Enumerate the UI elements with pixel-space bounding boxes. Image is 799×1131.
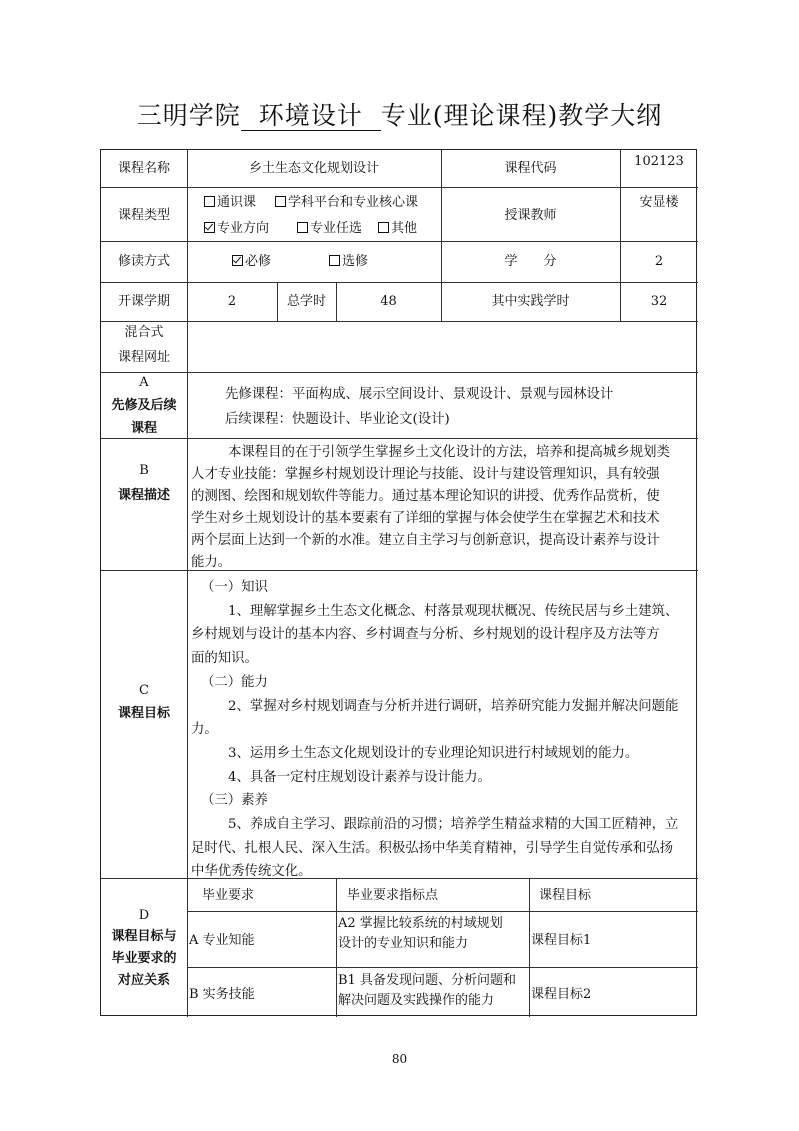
objective-line: 力。 (191, 722, 218, 738)
course-name-label: 课程名称 (117, 161, 170, 176)
section-c-label: 课程目标 (117, 706, 170, 721)
objective-heading: （一）知识 (201, 580, 268, 595)
checkbox-icon (204, 196, 215, 207)
description-line: 学生对乡土规划设计的基本要素有了详细的掌握与体会使学生在掌握艺术和技术 (191, 511, 660, 526)
section-b-letter: B (139, 463, 149, 478)
study-mode-elective: 选修 (329, 254, 368, 270)
description-line: 的测图、绘图和规划软件等能力。通过基本理论知识的讲授、优秀作品赏析，使 (191, 489, 660, 504)
practice-hours-label: 其中实践学时 (491, 294, 570, 309)
objective-heading: （二）能力 (201, 674, 268, 690)
course-objectives (191, 576, 696, 884)
objective-heading: （三）素养 (201, 793, 268, 809)
course-type-option-core: 学科平台和专业核心课 (275, 195, 418, 211)
total-hours: 48 (380, 294, 397, 309)
course-code-label: 课程代码 (504, 161, 557, 176)
checkbox-icon (275, 196, 286, 207)
objective-line: 面的知识。 (191, 651, 258, 667)
prereq-courses: 先修课程：平面构成、展示空间设计、景观设计、景观与园林设计 (225, 387, 614, 402)
teacher-label: 授课教师 (504, 208, 557, 223)
followup-courses: 后续课程：快题设计、毕业论文(设计) (225, 412, 450, 427)
checkbox-icon (329, 255, 340, 266)
study-mode-required: 必修 (232, 254, 271, 270)
total-hours-label: 总学时 (286, 294, 326, 309)
description-line: 人才专业技能：掌握乡村规划设计理论与技能、设计与建设管理知识，具有较强 (191, 467, 660, 482)
title-school: 三明学院 (136, 101, 241, 130)
section-d-label-3: 对应关系 (117, 973, 170, 988)
section-d-label-1: 课程目标与 (111, 929, 177, 944)
checkbox-icon (378, 222, 389, 233)
description-line: 两个层面上达到一个新的水准。建立自主学习与创新意识，提高设计素养与设计 (191, 533, 660, 548)
section-a-label-1: 先修及后续 (111, 398, 177, 413)
credit-label: 学 分 (504, 254, 557, 269)
objective-line: 足时代、扎根人民、深入生活。积极弘扬中华美育精神，引导学生自觉传承和弘扬 (191, 840, 674, 856)
indicator-a2-line1: A2 掌握比较系统的村域规划 (338, 916, 503, 931)
credit: 2 (654, 254, 664, 269)
study-mode-label: 修读方式 (117, 254, 170, 269)
course-type-option-direction: 专业方向 (204, 221, 269, 237)
objective-line: 3、运用乡土生态文化规划设计的专业理论知识进行村域规划的能力。 (228, 745, 639, 761)
course-description (191, 442, 696, 574)
title-suffix: 专业(理论课程)教学大纲 (380, 101, 663, 130)
section-d-label-2: 毕业要求的 (111, 951, 177, 966)
checkbox-icon (297, 222, 308, 233)
indicator-b1-line1: B1 具备发现问题、分析问题和 (338, 973, 516, 988)
header-graduation-requirement: 毕业要求 (202, 888, 255, 903)
requirement-b: B 实务技能 (189, 987, 255, 1002)
course-type-option-elective: 专业任选 (297, 221, 362, 237)
hybrid-label-2: 课程网址 (117, 350, 170, 365)
title-major: 环境设计 (241, 102, 381, 131)
objective-line: 中华优秀传统文化。 (191, 864, 312, 880)
objective-line: 1、理解掌握乡土生态文化概念、村落景观现状概况、传统民居与乡土建筑、 (228, 603, 679, 619)
semester: 2 (227, 294, 237, 309)
goal-a: 课程目标1 (531, 933, 592, 948)
objective-line: 5、养成自主学习、跟踪前沿的习惯；培养学生精益求精的大国工匠精神，立 (228, 817, 679, 833)
goal-b: 课程目标2 (531, 987, 592, 1002)
objective-line: 4、具备一定村庄规划设计素养与设计能力。 (228, 769, 491, 785)
checked-checkbox-icon (232, 255, 243, 266)
document-title (0, 96, 799, 132)
teacher: 安显楼 (639, 195, 679, 210)
hybrid-label-1: 混合式 (124, 325, 164, 340)
syllabus-table (100, 149, 697, 1016)
practice-hours: 32 (650, 294, 668, 309)
page-number: 80 (391, 1052, 408, 1066)
indicator-b1-line2: 解决问题及实践操作的能力 (338, 993, 495, 1008)
description-line: 本课程目的在于引领学生掌握乡土文化设计的方法，培养和提高城乡规划类 (228, 445, 670, 460)
course-type-label: 课程类型 (117, 208, 170, 223)
indicator-a2-line2: 设计的专业知识和能力 (338, 936, 469, 951)
description-line: 能力。 (191, 555, 232, 570)
section-c-letter: C (139, 683, 149, 698)
course-type-option-other: 其他 (378, 221, 417, 237)
objective-line: 2、掌握对乡村规划调查与分析并进行调研，培养研究能力发掘并解决问题能 (228, 698, 679, 714)
course-name: 乡土生态文化规划设计 (248, 161, 379, 176)
course-type-option-general: 通识课 (204, 195, 256, 211)
section-a-label-2: 课程 (130, 421, 157, 436)
semester-label: 开课学期 (117, 294, 170, 309)
header-course-goal: 课程目标 (539, 888, 592, 903)
checked-checkbox-icon (204, 222, 215, 233)
section-b-label: 课程描述 (117, 488, 170, 503)
requirement-a: A 专业知能 (189, 933, 255, 948)
course-code: 102123 (634, 154, 684, 169)
objective-line: 乡村规划与设计的基本内容、乡村调查与分析、乡村规划的设计程序及方法等方 (191, 627, 660, 643)
section-a-letter: A (139, 375, 149, 390)
header-indicator: 毕业要求指标点 (347, 888, 439, 903)
section-d-letter: D (138, 908, 150, 923)
